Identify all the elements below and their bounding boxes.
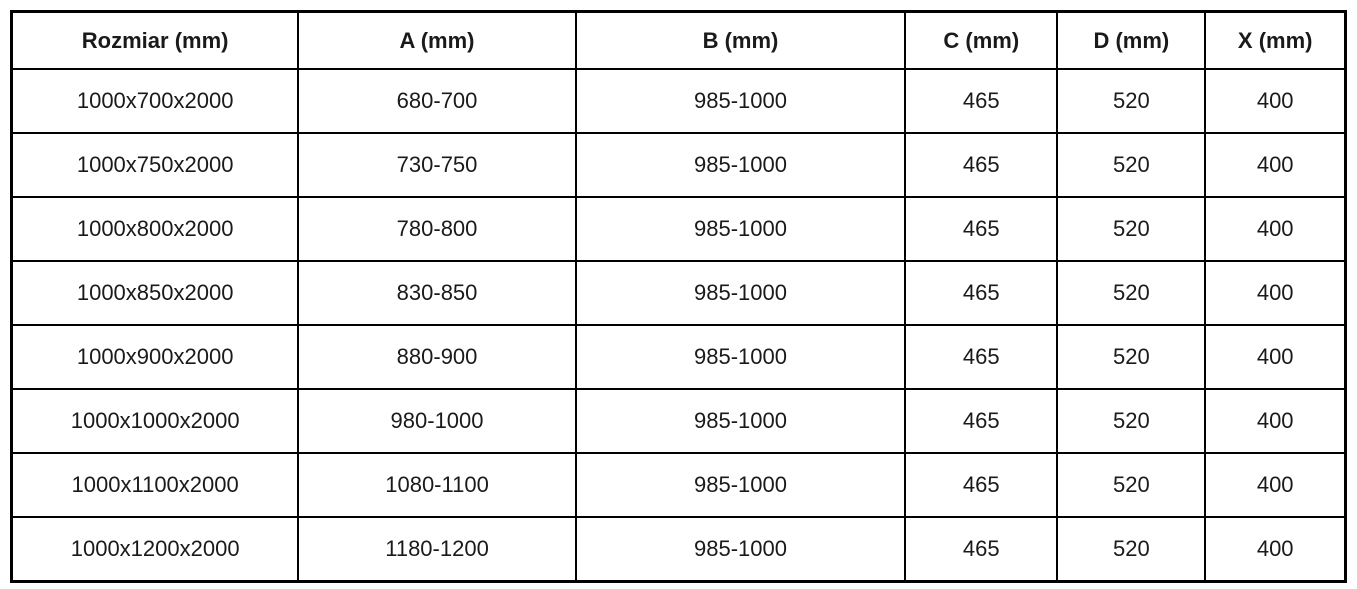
table-cell: 400 [1205,69,1345,133]
table-cell: 465 [905,389,1057,453]
table-cell: 680-700 [298,69,575,133]
table-cell: 465 [905,261,1057,325]
table-cell: 400 [1205,133,1345,197]
column-header: C (mm) [905,12,1057,70]
table-cell: 1000x750x2000 [12,133,299,197]
table-row [12,133,1346,197]
table-cell: 400 [1205,389,1345,453]
table-cell: 465 [905,69,1057,133]
table-cell: 1000x700x2000 [12,69,299,133]
table-cell: 985-1000 [576,69,905,133]
table-cell: 400 [1205,453,1345,517]
table-row [12,389,1346,453]
table-cell: 1000x1100x2000 [12,453,299,517]
table-cell: 1000x900x2000 [12,325,299,389]
table-cell: 985-1000 [576,133,905,197]
table-cell: 985-1000 [576,325,905,389]
table-cell: 1000x850x2000 [12,261,299,325]
column-header: X (mm) [1205,12,1345,70]
table-header-row [12,12,1346,70]
table-cell: 465 [905,133,1057,197]
table-cell: 465 [905,325,1057,389]
table-cell: 1180-1200 [298,517,575,582]
column-header: B (mm) [576,12,905,70]
table-row [12,197,1346,261]
table-cell: 400 [1205,517,1345,582]
table-cell: 985-1000 [576,453,905,517]
column-header: A (mm) [298,12,575,70]
table-cell: 520 [1057,389,1205,453]
table-cell: 980-1000 [298,389,575,453]
table-cell: 730-750 [298,133,575,197]
table-cell: 465 [905,453,1057,517]
table-cell: 1000x1000x2000 [12,389,299,453]
table-row [12,69,1346,133]
table-cell: 985-1000 [576,517,905,582]
table-cell: 520 [1057,517,1205,582]
table-cell: 985-1000 [576,197,905,261]
column-header: D (mm) [1057,12,1205,70]
table-cell: 520 [1057,69,1205,133]
table-cell: 520 [1057,197,1205,261]
table-cell: 400 [1205,197,1345,261]
size-spec-table [10,10,1347,583]
table-body [12,69,1346,582]
table-cell: 465 [905,517,1057,582]
table-cell: 520 [1057,453,1205,517]
table-cell: 985-1000 [576,389,905,453]
table-row [12,517,1346,582]
table-cell: 1000x800x2000 [12,197,299,261]
table-cell: 465 [905,197,1057,261]
table-cell: 1080-1100 [298,453,575,517]
table-cell: 520 [1057,261,1205,325]
table-cell: 1000x1200x2000 [12,517,299,582]
table-row [12,261,1346,325]
table-row [12,453,1346,517]
table-cell: 985-1000 [576,261,905,325]
table-row [12,325,1346,389]
table-cell: 400 [1205,261,1345,325]
table-cell: 780-800 [298,197,575,261]
table-cell: 830-850 [298,261,575,325]
table-cell: 520 [1057,133,1205,197]
table-cell: 400 [1205,325,1345,389]
table-cell: 880-900 [298,325,575,389]
column-header: Rozmiar (mm) [12,12,299,70]
table-cell: 520 [1057,325,1205,389]
